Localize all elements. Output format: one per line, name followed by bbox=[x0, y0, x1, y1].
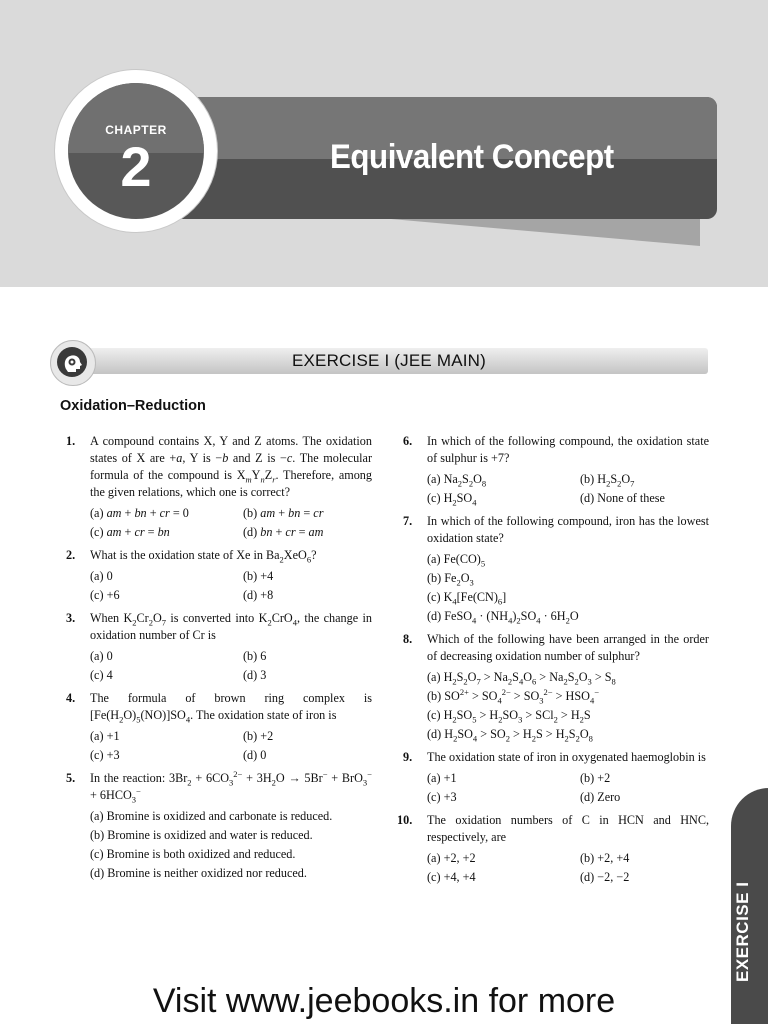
option[interactable]: (b) $H_2S_2O_7$ bbox=[580, 472, 635, 489]
options-1 bbox=[90, 505, 372, 541]
option[interactable]: (b) 6 bbox=[243, 649, 267, 663]
options-3 bbox=[90, 648, 372, 684]
question-7: 7. In which of the following compound, iron has the lowest oxidation state? bbox=[403, 514, 709, 545]
options-6 bbox=[427, 471, 709, 507]
option[interactable]: (a) +2, +2 bbox=[427, 851, 476, 865]
option[interactable]: (d) Zero bbox=[580, 790, 621, 804]
chapter-label: CHAPTER bbox=[105, 123, 167, 137]
option[interactable]: (d) −2, −2 bbox=[580, 870, 630, 884]
options-5 bbox=[90, 808, 372, 882]
option[interactable]: (a) am + bn + cr = 0 bbox=[90, 506, 189, 520]
option[interactable]: (a) +1 bbox=[90, 729, 120, 743]
question-10: 10. The oxidation numbers of C in HCN and HNC, respectively, are bbox=[397, 813, 709, 844]
question-5: 5. In the reaction: $3Br_2 + 6CO_3^{2-} + 3H_2O \to 5Br^- + BrO_3^- + 6HCO_3^-$ bbox=[66, 768, 372, 805]
option[interactable]: (d) Bromine is neither oxidized nor reduced. bbox=[90, 866, 307, 880]
option[interactable]: (a) +1 bbox=[427, 771, 457, 785]
option[interactable]: (d) bn + cr = am bbox=[243, 525, 324, 539]
footer-watermark: Visit www.jeebooks.in for more bbox=[152, 982, 616, 1020]
exercise-side-label: EXERCISE I bbox=[733, 881, 752, 982]
options-8 bbox=[427, 669, 709, 743]
question-1: 1. A compound contains X, Y and Z atoms. The oxidation states of X are +a, Y is −b and Z is −c. The molecular formula of the compound is $X_mY_nZ_r$. Therefore, among the given relations, which one is correct? bbox=[66, 434, 373, 499]
question-9: 9. The oxidation state of iron in oxygenated haemoglobin is bbox=[403, 750, 706, 764]
chapter-title: Equivalent Concept bbox=[330, 138, 614, 176]
left-column bbox=[60, 433, 372, 888]
option[interactable]: (d) +8 bbox=[243, 588, 274, 602]
option[interactable]: (d) None of these bbox=[580, 491, 665, 505]
exercise-bar bbox=[70, 348, 708, 374]
option[interactable]: (a) Bromine is oxidized and carbonate is reduced. bbox=[90, 809, 333, 823]
chapter-number: 2 bbox=[120, 135, 152, 198]
option[interactable]: (c) $K_4[Fe(CN)_6]$ bbox=[427, 590, 507, 607]
option[interactable]: (b) $SO^{2+} > SO_4^{2-} > SO_3^{2-} > HSO_4^-$ bbox=[427, 686, 599, 706]
options-7 bbox=[427, 551, 709, 625]
options-10 bbox=[427, 850, 709, 886]
option[interactable]: (c) +3 bbox=[90, 748, 120, 762]
option[interactable]: (c) $H_2SO_5 > H_2SO_3 > SCl_2 > H_2S$ bbox=[427, 708, 591, 725]
right-column bbox=[397, 433, 709, 892]
chapter-badge bbox=[68, 83, 204, 219]
option[interactable]: (a) 0 bbox=[90, 649, 113, 663]
option[interactable]: (b) +2, +4 bbox=[580, 851, 630, 865]
option[interactable]: (a) 0 bbox=[90, 569, 113, 583]
option[interactable]: (a) $Fe(CO)_5$ bbox=[427, 552, 486, 569]
option[interactable]: (c) +4, +4 bbox=[427, 870, 476, 884]
option[interactable]: (b) $Fe_2O_3$ bbox=[427, 571, 474, 588]
options-4 bbox=[90, 728, 372, 764]
option[interactable]: (d) $H_2SO_4 > SO_2 > H_2S > H_2S_2O_8$ bbox=[427, 727, 593, 744]
option[interactable]: (c) 4 bbox=[90, 668, 113, 682]
option[interactable]: (d) FeSO$_4$ · $(NH_4)_2SO_4 \cdot 6H_2O$ bbox=[427, 609, 579, 626]
section-heading: Oxidation–Reduction bbox=[60, 398, 206, 414]
option[interactable]: (c) am + cr = bn bbox=[90, 525, 170, 539]
option[interactable]: (b) am + bn = cr bbox=[243, 506, 324, 520]
option[interactable]: (c) Bromine is both oxidized and reduced. bbox=[90, 847, 296, 861]
option[interactable]: (c) $H_2SO_4$ bbox=[427, 491, 477, 508]
option[interactable]: (d) 3 bbox=[243, 668, 267, 682]
option[interactable]: (a) $H_2S_2O_7 > Na_2S_4O_6 > Na_2S_2O_3 > S_8$ bbox=[427, 670, 616, 687]
option[interactable]: (b) +2 bbox=[243, 729, 274, 743]
option[interactable]: (b) Bromine is oxidized and water is reduced. bbox=[90, 828, 313, 842]
option[interactable]: (c) +3 bbox=[427, 790, 457, 804]
options-2 bbox=[90, 568, 372, 604]
option[interactable]: (d) 0 bbox=[243, 748, 267, 762]
question-6: 6. In which of the following compound, the oxidation state of sulphur is +7? bbox=[403, 434, 709, 465]
option[interactable]: (b) +2 bbox=[580, 771, 611, 785]
option[interactable]: (c) +6 bbox=[90, 588, 120, 602]
brain-head-icon bbox=[57, 347, 87, 377]
option[interactable]: (b) +4 bbox=[243, 569, 274, 583]
options-9 bbox=[427, 770, 709, 806]
chapter-header bbox=[0, 0, 768, 287]
option[interactable]: (a) $Na_2S_2O_8$ bbox=[427, 472, 487, 489]
question-2: 2. What is the oxidation state of Xe in $Ba_2XeO_6$? bbox=[66, 548, 317, 565]
question-3: 3. When $K_2Cr_2O_7$ is converted into $K_2CrO_4$, the change in oxidation number of Cr is bbox=[66, 611, 372, 642]
question-8: 8. Which of the following have been arranged in the order of decreasing oxidation number of sulphur? bbox=[403, 632, 709, 663]
question-4: 4. The formula of brown ring complex is $[Fe(H_2O)_5(NO)]SO_4$. The oxidation state of iron is bbox=[66, 691, 372, 725]
exercise-title: EXERCISE I (JEE MAIN) bbox=[291, 351, 487, 370]
